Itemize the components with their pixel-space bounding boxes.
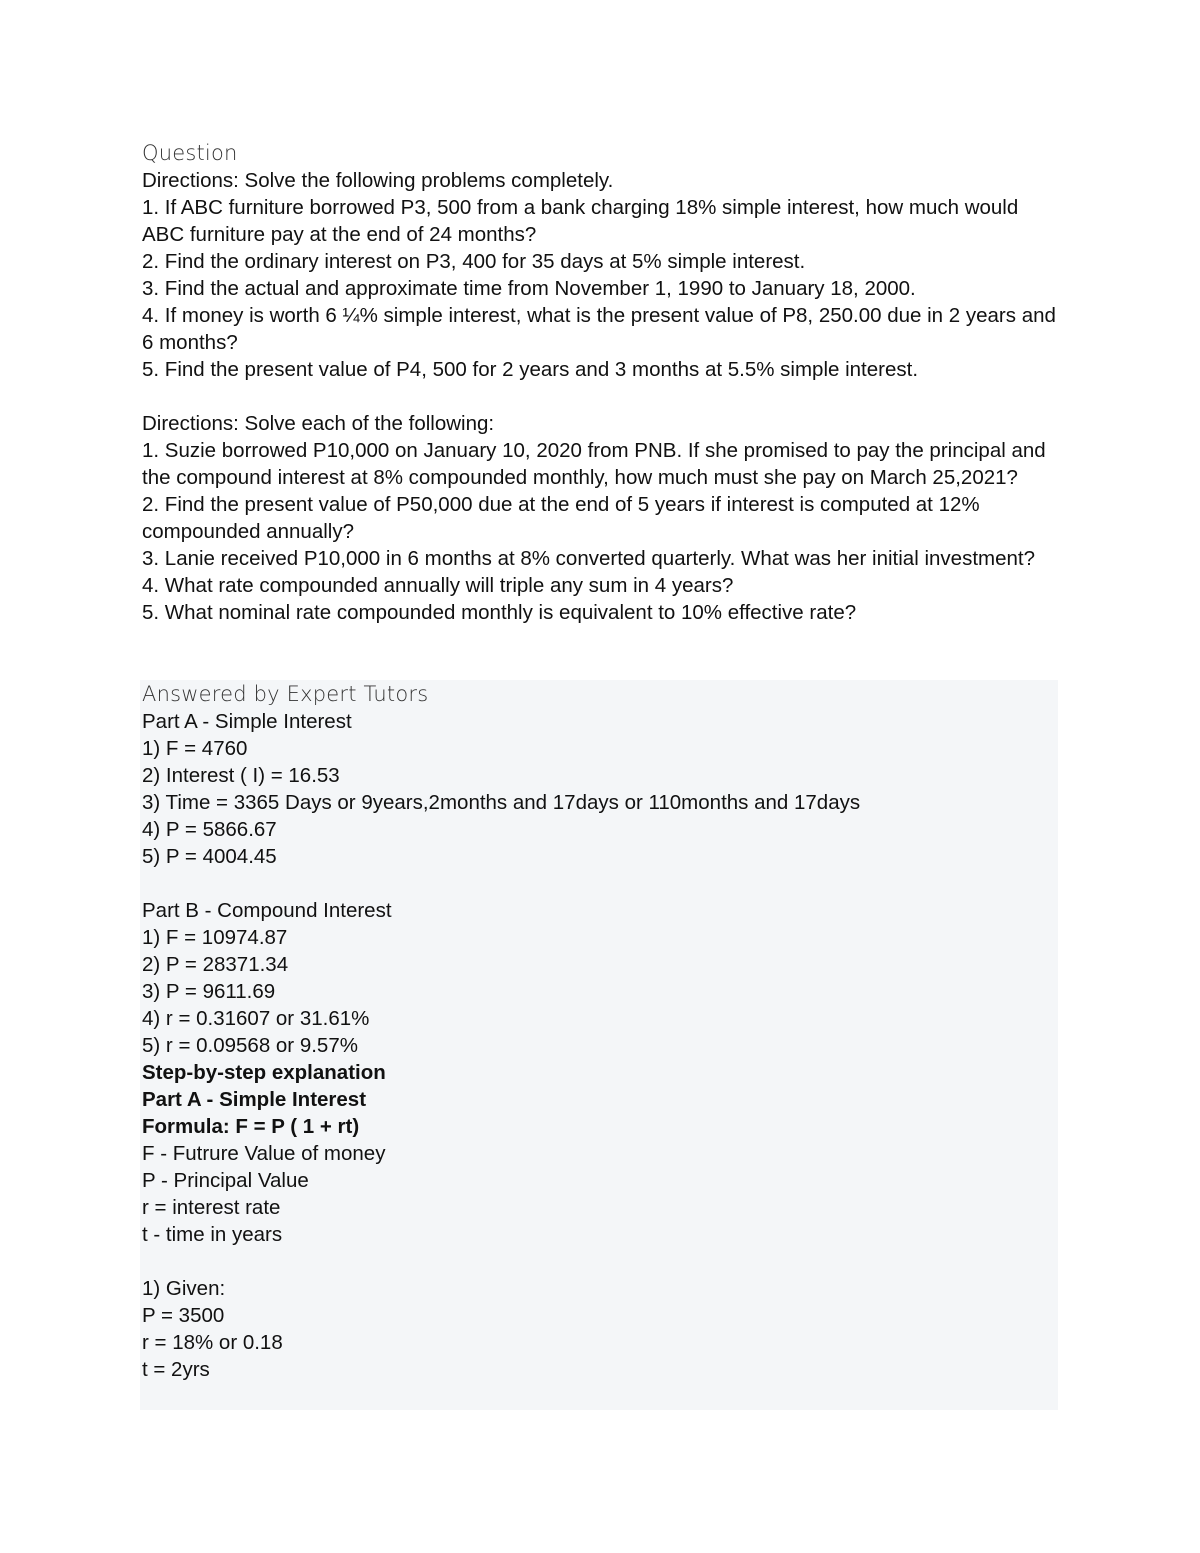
directions-part-b: Directions: Solve each of the following: [142,412,495,435]
part-b-answer-5: 5) r = 0.09568 or 9.57% [142,1034,358,1057]
definition-p: P - Principal Value [142,1169,309,1192]
part-b-answer-3: 3) P = 9611.69 [142,980,276,1003]
given-t: t = 2yrs [142,1358,210,1381]
question-section [142,140,1062,626]
problem-b2: 2. Find the present value of P50,000 due at the end of 5 years if interest is computed at 12% compounded annually? [142,493,980,543]
problem-a5: 5. Find the present value of P4, 500 for 2 years and 3 months at 5.5% simple interest. [142,358,919,381]
part-a-answer-3: 3) Time = 3365 Days or 9years,2months and 17days or 110months and 17days [142,791,861,814]
given-heading: 1) Given: [142,1277,226,1300]
problem-b1: 1. Suzie borrowed P10,000 on January 10, 2020 from PNB. If she promised to pay the principal and the compound interest at 8% compounded monthly, how much must she pay on March 25,2021? [142,439,1046,489]
definition-t: t - time in years [142,1223,283,1246]
problem-b4: 4. What rate compounded annually will triple any sum in 4 years? [142,574,734,597]
given-r: r = 18% or 0.18 [142,1331,283,1354]
part-a-answer-4: 4) P = 5866.67 [142,818,277,841]
answer-title: Answered by Expert Tutors [142,682,429,706]
explanation-part-a-heading: Part A - Simple Interest [142,1088,367,1111]
part-b-answer-2: 2) P = 28371.34 [142,953,289,976]
part-b-answer-1: 1) F = 10974.87 [142,926,288,949]
part-a-answer-2: 2) Interest ( I) = 16.53 [142,764,340,787]
directions-part-a: Directions: Solve the following problems completely. [142,169,614,192]
definition-r: r = interest rate [142,1196,281,1219]
problem-a4: 4. If money is worth 6 ¼% simple interest, what is the present value of P8, 250.00 due in 2 years and 6 months? [142,304,1056,354]
spacer [142,1248,1054,1275]
part-a-answer-1: 1) F = 4760 [142,737,248,760]
part-a-answer-5: 5) P = 4004.45 [142,845,277,868]
formula: Formula: F = P ( 1 + rt) [142,1115,360,1138]
part-a-heading: Part A - Simple Interest [142,710,352,733]
question-title: Question [142,141,238,165]
part-b-heading: Part B - Compound Interest [142,899,392,922]
problem-b5: 5. What nominal rate compounded monthly is equivalent to 10% effective rate? [142,601,857,624]
definition-f: F - Futrure Value of money [142,1142,386,1165]
given-p: P = 3500 [142,1304,225,1327]
spacer [142,870,1054,897]
part-b-answer-4: 4) r = 0.31607 or 31.61% [142,1007,370,1030]
problem-a1: 1. If ABC furniture borrowed P3, 500 from a bank charging 18% simple interest, how much would ABC furniture pay at the end of 24 months? [142,196,1019,246]
problem-a2: 2. Find the ordinary interest on P3, 400 for 35 days at 5% simple interest. [142,250,806,273]
spacer [142,383,1062,410]
answer-section [142,681,1054,1383]
problem-b3: 3. Lanie received P10,000 in 6 months at 8% converted quarterly. What was her initial investment? [142,547,1035,570]
problem-a3: 3. Find the actual and approximate time from November 1, 1990 to January 18, 2000. [142,277,916,300]
explanation-heading: Step-by-step explanation [142,1061,386,1084]
